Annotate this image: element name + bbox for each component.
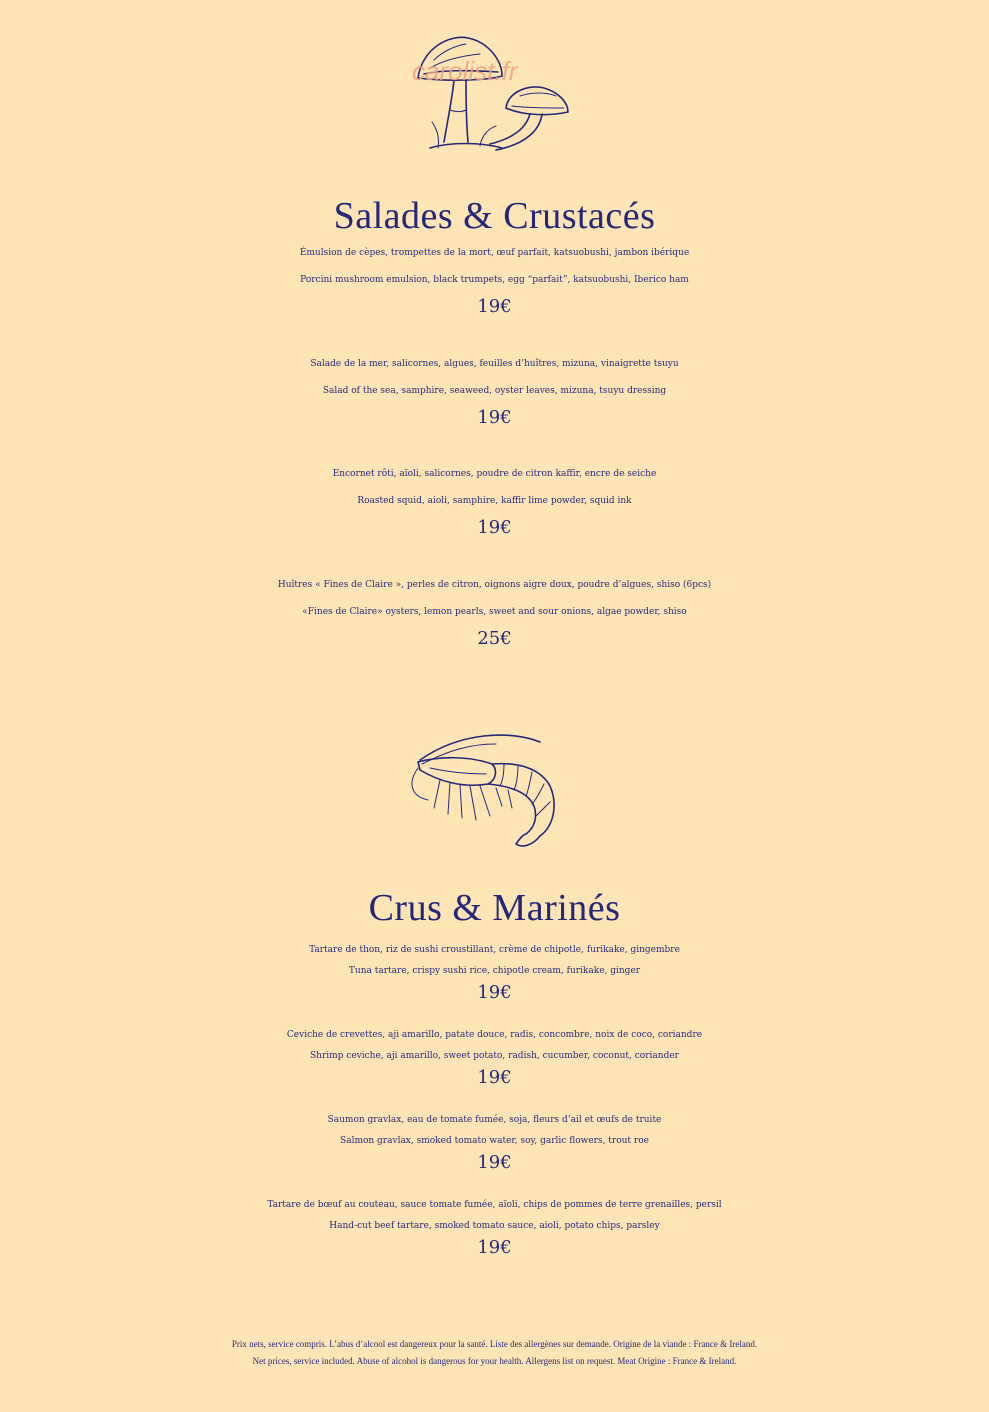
dish-name-fr: Émulsion de cèpes, trompettes de la mort, œuf parfait, katsuobushi, jambon ibérique: [299, 248, 690, 258]
dish-item: [0, 940, 989, 1005]
dish-price: 19€: [477, 1152, 512, 1173]
dish-name-fr: Saumon gravlax, eau de tomate fumée, soja, fleurs d’ail et œufs de truite: [327, 1115, 662, 1125]
dish-item: [0, 1025, 989, 1090]
dish-price: 25€: [477, 628, 512, 649]
shrimp-illustration-icon: [400, 730, 570, 855]
dish-name-fr: Huîtres « Fines de Claire », perles de citron, oignons aigre doux, poudre d’algues, shiso (6pcs): [277, 580, 712, 590]
dish-name-en: Tuna tartare, crispy sushi rice, chipotle cream, furikake, ginger: [348, 966, 641, 976]
dish-price: 19€: [477, 517, 512, 538]
footer-notice: [0, 1336, 989, 1370]
section-title-crus: Crus & Marinés: [368, 887, 621, 929]
dish-name-en: Roasted squid, aioli, samphire, kaffir lime powder, squid ink: [357, 496, 632, 506]
dish-name-fr: Encornet rôti, aïoli, salicornes, poudre de citron kaffir, encre de seiche: [332, 469, 657, 479]
dish-price: 19€: [477, 982, 512, 1003]
dish-item: [0, 1195, 989, 1260]
dish-name-en: «Fines de Claire» oysters, lemon pearls, sweet and sour onions, algae powder, shiso: [302, 607, 687, 617]
dish-name-en: Salad of the sea, samphire, seaweed, oyster leaves, mizuna, tsuyu dressing: [322, 386, 667, 396]
dish-price: 19€: [477, 296, 512, 317]
footer-notice-en: Net prices, service included. Abuse of alcohol is dangerous for your health. Allergens list on request. Meat Origine : France & Ireland.: [252, 1356, 737, 1366]
dish-name-en: Hand-cut beef tartare, smoked tomato sauce, aioli, potato chips, parsley: [329, 1221, 660, 1231]
dish-name-en: Porcini mushroom emulsion, black trumpets, egg “parfait”, katsuobushi, Iberico ham: [300, 275, 689, 285]
mushroom-illustration-icon: [410, 30, 580, 155]
dish-name-en: Salmon gravlax, smoked tomato water, soy, garlic flowers, trout roe: [340, 1136, 649, 1146]
watermark-text: carolist.fr: [412, 56, 518, 86]
dish-item: [0, 240, 989, 320]
dish-name-fr: Salade de la mer, salicornes, algues, feuilles d’huîtres, mizuna, vinaigrette tsuyu: [310, 359, 679, 369]
dish-price: 19€: [477, 1237, 512, 1258]
dish-name-fr: Ceviche de crevettes, aji amarillo, patate douce, radis, concombre, noix de coco, coriandre: [286, 1030, 703, 1040]
dish-item: [0, 351, 989, 431]
dish-item: [0, 572, 989, 652]
dish-price: 19€: [477, 407, 512, 428]
dish-item: [0, 1110, 989, 1175]
dish-name-en: Shrimp ceviche, aji amarillo, sweet potato, radish, cucumber, coconut, coriander: [310, 1051, 679, 1061]
section-title-salades: Salades & Crustacés: [333, 195, 656, 237]
dish-price: 19€: [477, 1067, 512, 1088]
footer-notice-fr: Prix nets, service compris. L’abus d’alcool est dangereux pour la santé. Liste des allergènes sur demande. Origine de la viande : France & Ireland.: [231, 1339, 758, 1349]
dish-name-fr: Tartare de bœuf au couteau, sauce tomate fumée, aïoli, chips de pommes de terre grenailles, persil: [267, 1200, 722, 1210]
dish-item: [0, 461, 989, 541]
dish-name-fr: Tartare de thon, riz de sushi croustillant, crème de chipotle, furikake, gingembre: [309, 945, 680, 955]
